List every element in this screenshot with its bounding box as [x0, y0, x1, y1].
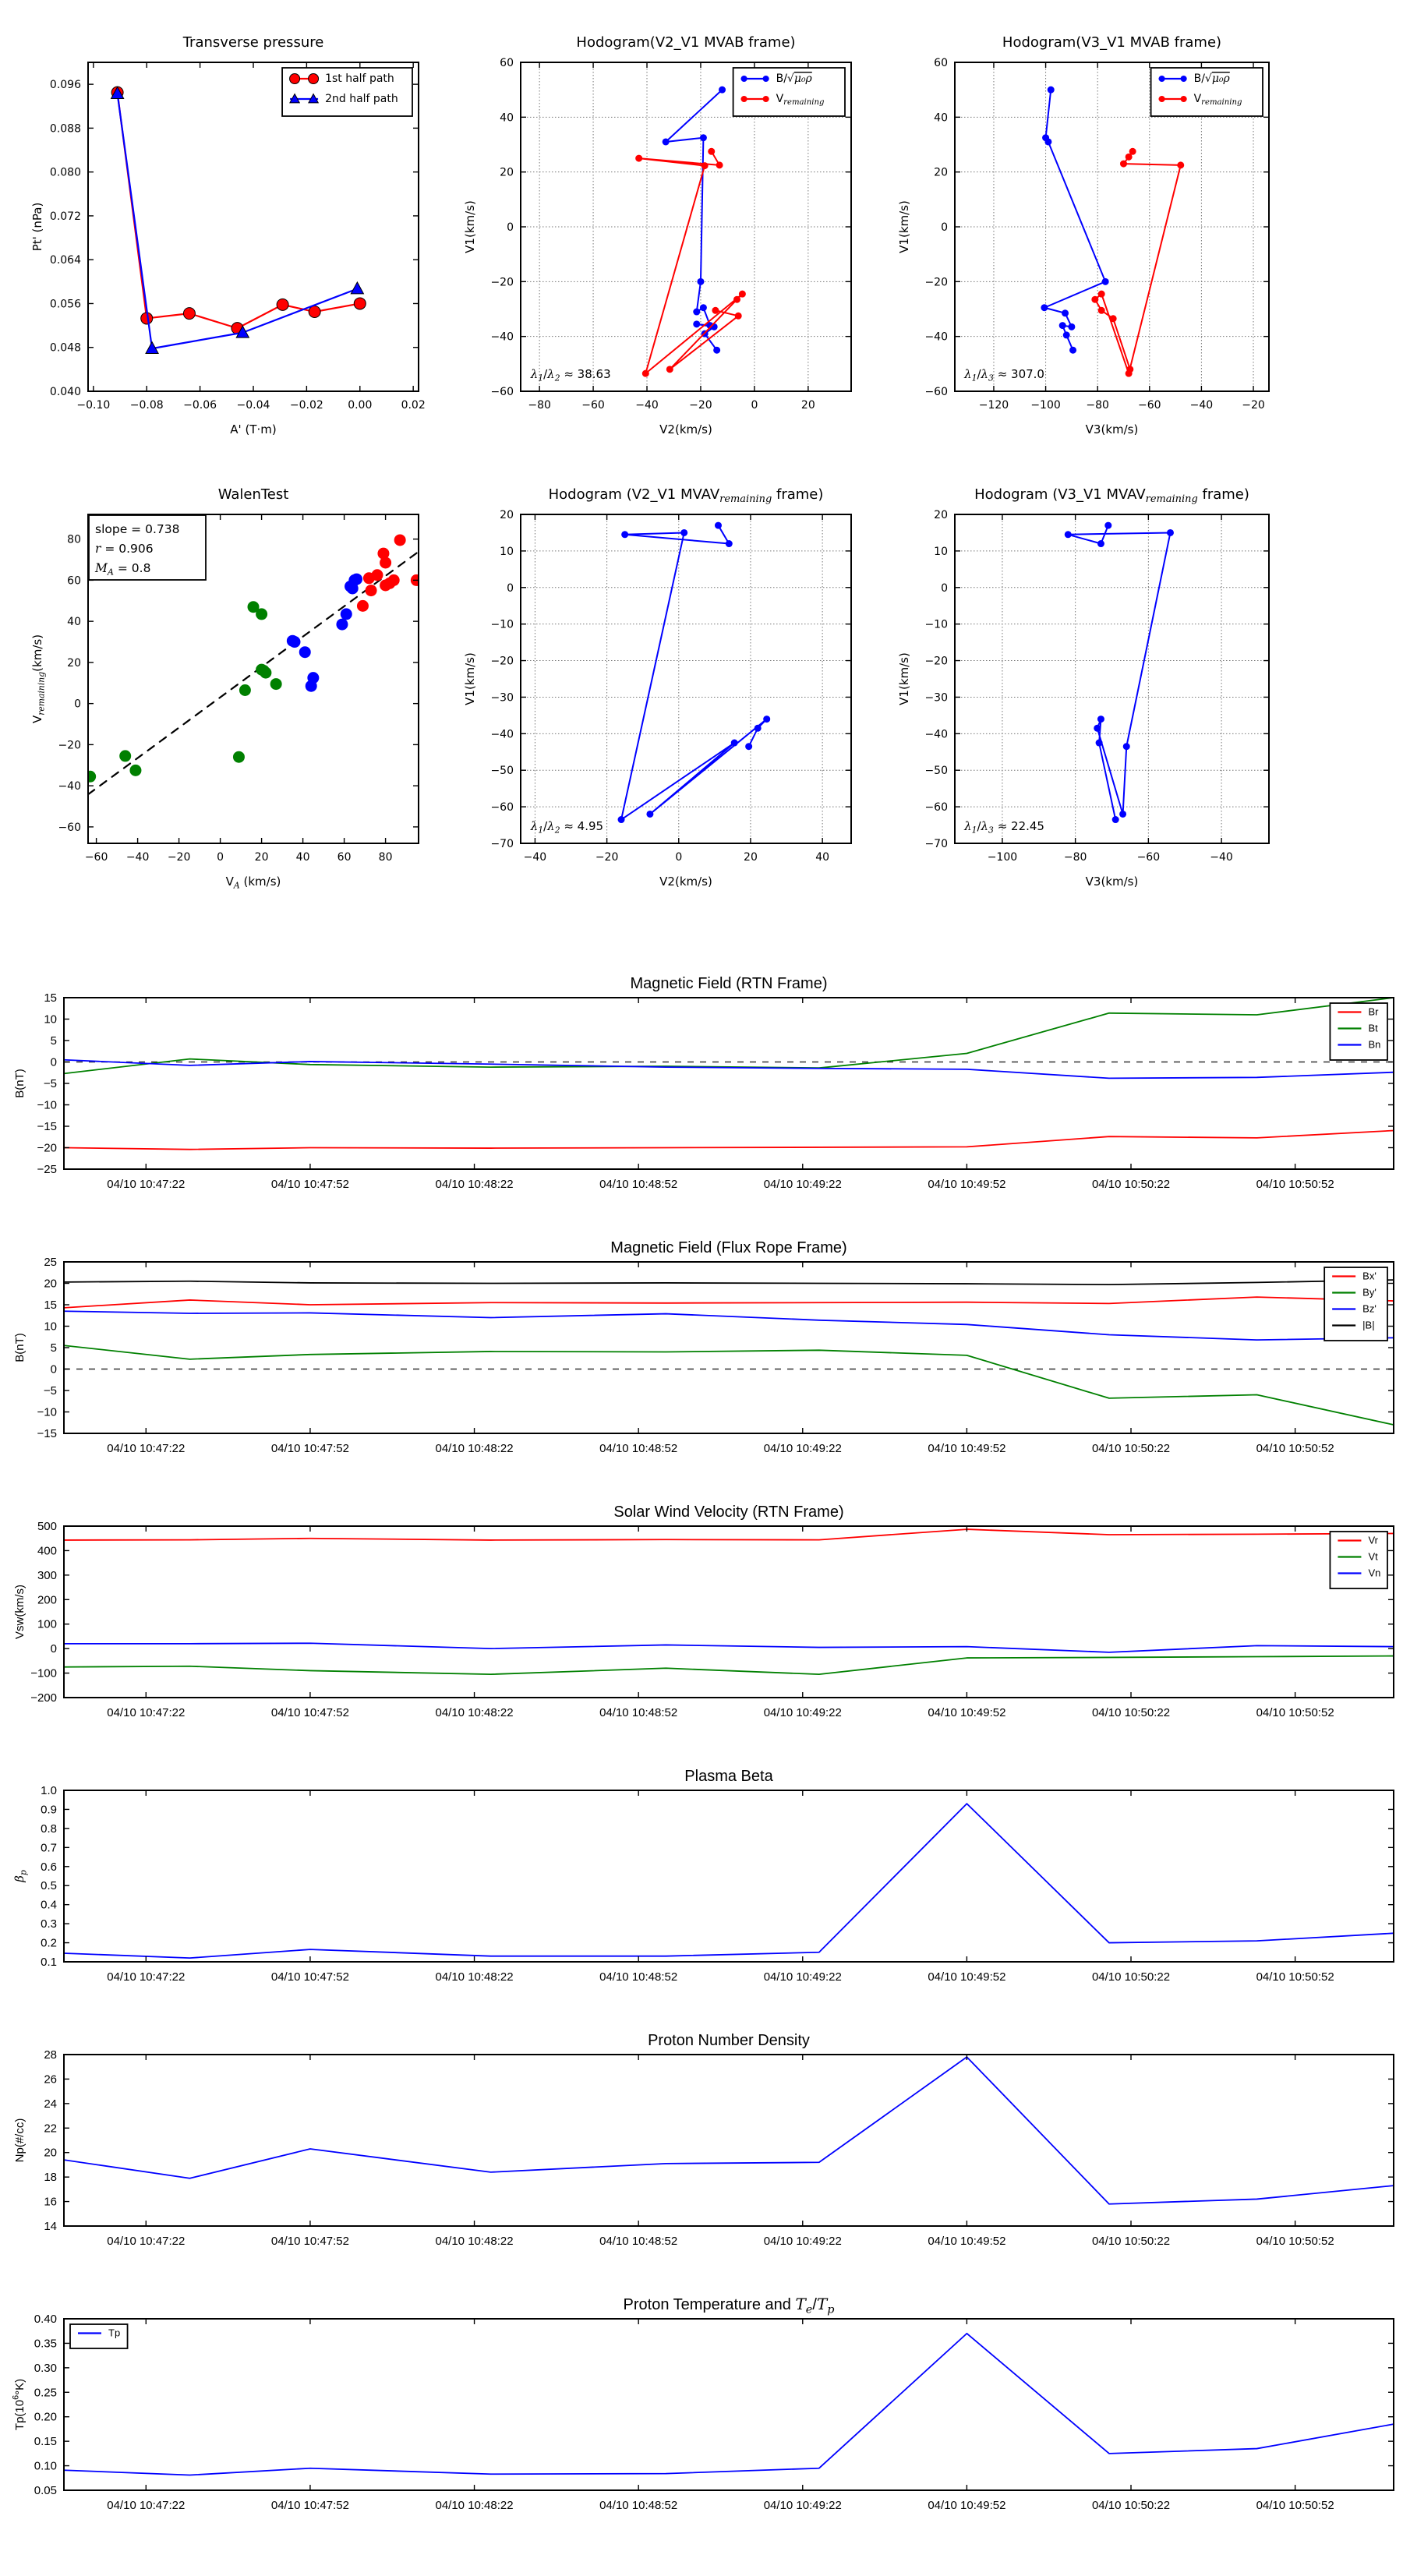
legend — [1330, 1003, 1387, 1060]
y-tick-label: 0.064 — [49, 254, 81, 267]
y-tick-label: 80 — [67, 533, 81, 546]
x-tick-label: 04/10 10:48:52 — [599, 1442, 678, 1455]
y-tick-label: −50 — [490, 765, 514, 778]
x-tick-label: −60 — [84, 851, 108, 864]
x-tick-label: −40 — [523, 851, 547, 864]
y-axis-label: Vsw(km/s) — [13, 1585, 27, 1639]
y-tick-label: −100 — [30, 1666, 57, 1680]
axes-ticks — [34, 2313, 1394, 2512]
x-tick-label: 04/10 10:49:22 — [763, 1970, 842, 1984]
x-tick-label: 04/10 10:47:52 — [270, 1970, 349, 1984]
y-tick-label: 0.4 — [41, 1898, 57, 1912]
legend — [733, 68, 845, 116]
y-tick-label: 14 — [44, 2220, 57, 2233]
y-tick-label: −15 — [37, 1427, 57, 1440]
x-tick-label: 20 — [744, 851, 758, 864]
y-tick-label: 0 — [941, 581, 948, 595]
x-tick-label: −0.08 — [129, 399, 164, 412]
axes-ticks — [37, 991, 1394, 1191]
chart-title: Solar Wind Velocity (RTN Frame) — [613, 1504, 844, 1521]
x-tick-label: 04/10 10:48:22 — [435, 2499, 514, 2512]
annotation: $\lambda_1/\lambda_2 \approx 38.63$ — [530, 367, 611, 383]
x-tick-label: 04/10 10:47:22 — [107, 1706, 186, 1719]
y-tick-label: 28 — [44, 2048, 57, 2062]
chart-title: Magnetic Field (RTN Frame) — [630, 975, 828, 992]
y-tick-label: 20 — [44, 2146, 57, 2160]
y-tick-label: −20 — [490, 655, 514, 668]
series-1st half path — [111, 87, 366, 334]
legend-label: $V_{remaining}$ — [776, 93, 825, 108]
y-tick-label: 18 — [44, 2171, 57, 2185]
legend-label: B/√μ₀ρ — [776, 72, 812, 85]
y-tick-label: −40 — [924, 728, 948, 741]
y-tick-label: −50 — [924, 765, 948, 778]
y-tick-label: 40 — [500, 111, 514, 125]
x-tick-label: 04/10 10:47:22 — [107, 1970, 186, 1984]
y-tick-label: 0.072 — [49, 210, 81, 223]
y-tick-label: 0.40 — [34, 2313, 57, 2326]
x-axis-label: V3(km/s) — [1085, 422, 1139, 436]
y-tick-label: 1.0 — [41, 1784, 57, 1797]
x-tick-label: 04/10 10:50:22 — [1091, 2235, 1171, 2248]
y-tick-label: 40 — [67, 616, 81, 629]
plot-border — [64, 2319, 1394, 2490]
legend-label: 1st half path — [325, 72, 394, 85]
x-tick-label: 04/10 10:50:22 — [1091, 1970, 1171, 1984]
series-By' — [64, 1345, 1394, 1425]
y-tick-label: 0 — [50, 1642, 57, 1656]
x-axis-label: V2(km/s) — [659, 422, 712, 436]
y-tick-label: −60 — [490, 386, 514, 398]
y-tick-label: 0.056 — [49, 298, 81, 311]
y-tick-label: 0.9 — [41, 1803, 57, 1817]
legend-label: Tp — [108, 2327, 121, 2339]
y-tick-label: 10 — [500, 545, 514, 558]
y-tick-label: −20 — [490, 276, 514, 289]
plot-border — [521, 514, 851, 843]
y-tick-label: 60 — [67, 574, 81, 588]
y-tick-label: −60 — [924, 801, 948, 814]
chart-proton-temperature — [12, 2295, 1394, 2512]
y-tick-label: 0.1 — [41, 1956, 57, 1969]
y-tick-label: 20 — [67, 656, 81, 670]
series-Np — [64, 2057, 1394, 2204]
x-tick-label: 04/10 10:50:22 — [1091, 1178, 1171, 1191]
chart-title: Proton Temperature and $T_e/T_p$ — [623, 2295, 835, 2316]
legend-label: Bn — [1368, 1038, 1381, 1051]
x-tick-label: 04/10 10:48:52 — [599, 1178, 678, 1191]
x-tick-label: −60 — [1136, 851, 1161, 864]
plot-border — [64, 1526, 1394, 1698]
legend-label: B/√μ₀ρ — [1193, 72, 1230, 85]
y-tick-label: 60 — [934, 57, 948, 69]
x-tick-label: 20 — [254, 851, 269, 864]
axes-ticks — [924, 509, 1269, 864]
y-tick-label: 0.05 — [34, 2484, 57, 2497]
legend-label: By' — [1362, 1286, 1376, 1299]
grid — [521, 514, 851, 843]
y-tick-label: 0.040 — [49, 386, 81, 398]
plot-border — [64, 2055, 1394, 2226]
y-tick-label: −25 — [37, 1163, 57, 1176]
chart-magnetic-field-flux-rope — [13, 1239, 1394, 1455]
y-tick-label: −10 — [37, 1405, 57, 1419]
x-tick-label: −20 — [1242, 399, 1265, 412]
series-Br — [64, 1131, 1394, 1150]
x-tick-label: 04/10 10:48:52 — [599, 1706, 678, 1719]
y-tick-label: 0.10 — [34, 2459, 57, 2473]
x-tick-label: 0 — [751, 399, 758, 412]
y-tick-label: −30 — [490, 691, 514, 705]
x-tick-label: −20 — [689, 399, 712, 412]
x-axis-label: V2(km/s) — [659, 875, 712, 889]
series-Bn — [64, 1060, 1394, 1079]
x-tick-label: 0.02 — [401, 399, 426, 412]
y-tick-label: −70 — [924, 838, 948, 850]
x-tick-label: 04/10 10:47:52 — [270, 2235, 349, 2248]
annotation: $\lambda_1/\lambda_2 \approx 4.95$ — [530, 819, 604, 836]
y-tick-label: 10 — [44, 1012, 57, 1027]
series-B — [1041, 87, 1108, 354]
x-tick-label: 04/10 10:49:52 — [928, 2499, 1006, 2512]
legend-label: Vn — [1368, 1567, 1381, 1579]
y-tick-label: 100 — [37, 1617, 57, 1631]
x-tick-label: 20 — [800, 399, 815, 412]
y-tick-label: 15 — [44, 1299, 57, 1312]
y-tick-label: 0 — [50, 1055, 57, 1069]
y-tick-label: −5 — [43, 1384, 57, 1398]
x-tick-label: 04/10 10:47:52 — [270, 1178, 349, 1191]
y-axis-label: V1(km/s) — [463, 200, 477, 253]
axes-ticks — [490, 509, 851, 864]
legend-label: |B| — [1362, 1319, 1375, 1331]
x-tick-label: 60 — [337, 851, 352, 864]
y-tick-label: 0.15 — [34, 2435, 57, 2449]
chart-magnetic-field-rtn — [13, 975, 1394, 1191]
series-Vt — [64, 1656, 1394, 1675]
x-tick-label: 04/10 10:48:52 — [599, 2499, 678, 2512]
x-tick-label: 04/10 10:50:52 — [1256, 2235, 1334, 2248]
y-axis-label: B(nT) — [13, 1333, 27, 1362]
x-tick-label: 04/10 10:48:52 — [599, 1970, 678, 1984]
series-beta — [64, 1804, 1394, 1958]
x-tick-label: −120 — [978, 399, 1009, 412]
chart-hodogram-v2v1-mvav — [463, 486, 851, 889]
x-tick-label: 04/10 10:48:52 — [599, 2235, 678, 2248]
y-tick-label: 0.088 — [49, 122, 81, 136]
x-tick-label: −80 — [1086, 399, 1109, 412]
x-tick-label: 0 — [675, 851, 683, 864]
x-tick-label: −80 — [528, 399, 551, 412]
x-tick-label: −20 — [595, 851, 619, 864]
y-tick-label: 20 — [500, 166, 514, 179]
y-tick-label: 25 — [44, 1256, 57, 1269]
x-tick-label: 04/10 10:47:22 — [107, 1442, 186, 1455]
x-tick-label: 04/10 10:49:22 — [763, 2499, 842, 2512]
y-tick-label: 10 — [44, 1320, 57, 1334]
y-tick-label: 26 — [44, 2072, 57, 2087]
y-tick-label: 0.8 — [41, 1822, 57, 1836]
legend — [1330, 1532, 1387, 1588]
y-tick-label: 5 — [50, 1341, 57, 1355]
x-tick-label: 04/10 10:49:22 — [763, 1442, 842, 1455]
y-tick-label: −10 — [37, 1098, 57, 1112]
y-tick-label: −200 — [30, 1691, 57, 1705]
series-mid — [287, 574, 362, 692]
legend-label: 2nd half path — [325, 93, 398, 105]
annotation: $\lambda_1/\lambda_3 \approx 307.0$ — [964, 367, 1044, 383]
y-tick-label: −20 — [37, 1141, 57, 1155]
y-tick-label: 0 — [941, 221, 948, 234]
y-tick-label: 5 — [50, 1034, 57, 1048]
y-tick-label: 0.6 — [41, 1860, 57, 1874]
y-tick-label: 0.096 — [49, 79, 81, 92]
y-tick-label: 0.048 — [49, 341, 81, 355]
y-tick-label: −20 — [58, 739, 81, 752]
x-tick-label: 04/10 10:47:22 — [107, 1178, 186, 1191]
x-tick-label: 0 — [217, 851, 224, 864]
series-|B| — [64, 1280, 1394, 1284]
x-tick-label: 04/10 10:48:22 — [435, 1970, 514, 1984]
series-Vrem — [1091, 148, 1184, 377]
x-tick-label: 04/10 10:47:22 — [107, 2499, 186, 2512]
x-tick-label: 04/10 10:49:22 — [763, 1706, 842, 1719]
chart-title: Plasma Beta — [684, 1768, 773, 1785]
legend-label: $V_{remaining}$ — [1193, 93, 1242, 108]
y-tick-label: 16 — [44, 2195, 57, 2209]
chart-title: Hodogram (V3_V1 $MVAV_{remaining}$ frame) — [974, 486, 1249, 505]
y-tick-label: 20 — [500, 509, 514, 521]
x-tick-label: 04/10 10:48:22 — [435, 1442, 514, 1455]
y-tick-label: −60 — [924, 386, 948, 398]
series-Bx' — [64, 1297, 1394, 1308]
y-tick-label: 0 — [74, 698, 81, 711]
x-tick-label: 0.00 — [348, 399, 373, 412]
chart-title: Proton Number Density — [648, 2032, 810, 2049]
stats-line: slope = 0.738 — [95, 522, 180, 536]
y-tick-label: −70 — [490, 838, 514, 850]
chart-title: Hodogram(V2_V1 MVAB frame) — [576, 34, 796, 51]
x-tick-label: 04/10 10:50:52 — [1256, 1178, 1334, 1191]
y-tick-label: −15 — [37, 1120, 57, 1133]
legend-label: Bz' — [1362, 1302, 1376, 1315]
x-tick-label: 04/10 10:47:52 — [270, 1442, 349, 1455]
x-tick-label: −40 — [635, 399, 659, 412]
y-axis-label: B(nT) — [13, 1069, 27, 1098]
series-Vrem — [635, 148, 746, 377]
x-tick-label: −40 — [125, 851, 150, 864]
y-tick-label: 40 — [934, 111, 948, 125]
legend — [70, 2324, 128, 2348]
y-tick-label: 0.3 — [41, 1917, 57, 1931]
chart-title: Hodogram (V2_V1 $MVAV_{remaining}$ frame) — [548, 486, 824, 505]
x-tick-label: 04/10 10:49:52 — [928, 1178, 1006, 1191]
chart-walen-test — [30, 486, 422, 890]
y-tick-label: −20 — [924, 276, 948, 289]
x-tick-label: −60 — [581, 399, 605, 412]
x-tick-label: −0.02 — [289, 399, 323, 412]
x-tick-label: −100 — [987, 851, 1018, 864]
x-tick-label: 04/10 10:49:52 — [928, 2235, 1006, 2248]
y-tick-label: 0.7 — [41, 1841, 57, 1855]
grid — [955, 514, 1269, 843]
plot-border — [64, 1790, 1394, 1962]
x-tick-label: 04/10 10:50:52 — [1256, 2499, 1334, 2512]
y-tick-label: 15 — [44, 991, 57, 1005]
y-tick-label: 22 — [44, 2122, 57, 2136]
chart-title: Transverse pressure — [182, 34, 324, 51]
y-tick-label: −40 — [490, 330, 514, 344]
chart-proton-number-density — [13, 2032, 1394, 2248]
chart-hodogram-v3v1-mvab — [897, 34, 1269, 436]
legend-label: Vt — [1368, 1550, 1378, 1563]
y-tick-label: −40 — [58, 780, 81, 793]
legend-label: Bt — [1368, 1022, 1378, 1034]
y-tick-label: 10 — [934, 545, 948, 558]
series-first — [84, 601, 282, 783]
plot-border — [64, 1262, 1394, 1433]
y-tick-label: 0 — [50, 1362, 57, 1376]
y-tick-label: 24 — [44, 2097, 57, 2111]
x-tick-label: 04/10 10:50:52 — [1256, 1970, 1334, 1984]
y-tick-label: 200 — [37, 1593, 57, 1607]
y-tick-label: 400 — [37, 1544, 57, 1558]
y-tick-label: 300 — [37, 1568, 57, 1582]
x-tick-label: −80 — [1063, 851, 1087, 864]
x-tick-label: 04/10 10:50:22 — [1091, 1442, 1171, 1455]
chart-title: WalenTest — [217, 486, 289, 503]
legend — [1324, 1267, 1387, 1341]
y-tick-label: 0.30 — [34, 2361, 57, 2375]
axes-ticks — [30, 1520, 1394, 1719]
y-tick-label: 20 — [44, 1277, 57, 1291]
x-tick-label: 04/10 10:47:52 — [270, 2499, 349, 2512]
y-axis-label: $V_{remaining}(km/s)$ — [30, 634, 47, 724]
legend — [282, 68, 412, 116]
x-tick-label: −0.10 — [76, 399, 111, 412]
x-axis-label: A' (T·m) — [230, 422, 277, 436]
legend — [1151, 68, 1263, 116]
x-tick-label: −0.06 — [183, 399, 217, 412]
chart-plasma-beta — [12, 1768, 1394, 1984]
series-B — [1065, 522, 1174, 823]
y-tick-label: −40 — [924, 330, 948, 344]
y-axis-label: Np(#/cc) — [13, 2118, 27, 2163]
chart-title: Magnetic Field (Flux Rope Frame) — [610, 1239, 847, 1256]
series-Bz' — [64, 1311, 1394, 1340]
x-tick-label: 04/10 10:48:22 — [435, 2235, 514, 2248]
y-tick-label: 0 — [507, 581, 514, 595]
x-tick-label: −40 — [1189, 399, 1214, 412]
x-tick-label: 40 — [815, 851, 830, 864]
stats-line: $M_A = 0.8$ — [95, 561, 151, 578]
x-tick-label: 04/10 10:49:22 — [763, 1178, 842, 1191]
chart-solar-wind-velocity — [13, 1504, 1394, 1719]
y-tick-label: −30 — [924, 691, 948, 705]
x-tick-label: 04/10 10:49:52 — [928, 1970, 1006, 1984]
x-tick-label: 40 — [295, 851, 310, 864]
x-axis-label: $V_A$ (km/s) — [225, 875, 281, 891]
chart-transverse-pressure — [30, 34, 426, 436]
y-tick-label: −10 — [490, 618, 514, 631]
y-tick-label: 0.5 — [41, 1879, 57, 1893]
y-tick-label: 0.25 — [34, 2386, 57, 2400]
x-tick-label: 04/10 10:50:22 — [1091, 2499, 1171, 2512]
x-tick-label: 04/10 10:49:52 — [928, 1706, 1006, 1719]
series-Vn — [64, 1643, 1394, 1652]
y-tick-label: −60 — [490, 801, 514, 814]
series-B — [618, 522, 771, 823]
x-tick-label: 04/10 10:47:22 — [107, 2235, 186, 2248]
plot-border — [955, 514, 1269, 843]
y-tick-label: 0.080 — [49, 166, 81, 179]
y-tick-label: −60 — [58, 821, 81, 834]
y-tick-label: −5 — [43, 1077, 57, 1090]
stats-box — [89, 515, 206, 580]
y-axis-label: V1(km/s) — [463, 652, 477, 705]
chart-hodogram-v2v1-mvab — [463, 34, 851, 436]
x-tick-label: 04/10 10:49:22 — [763, 2235, 842, 2248]
plot-border — [64, 998, 1394, 1169]
chart-title: Hodogram(V3_V1 MVAB frame) — [1002, 34, 1222, 51]
series-Vr — [64, 1529, 1394, 1540]
y-tick-label: 0 — [507, 221, 514, 234]
x-tick-label: 04/10 10:49:52 — [928, 1442, 1006, 1455]
y-tick-label: −40 — [490, 728, 514, 741]
chart-hodogram-v3v1-mvav — [897, 486, 1269, 889]
y-axis-label: $Tp(10^6^\circ K)$ — [11, 2378, 27, 2431]
y-axis-label: V1(km/s) — [897, 652, 911, 705]
y-tick-label: 0.35 — [34, 2337, 57, 2351]
axes-ticks — [37, 1256, 1394, 1455]
x-tick-label: 04/10 10:50:52 — [1256, 1442, 1334, 1455]
x-tick-label: 04/10 10:50:22 — [1091, 1706, 1171, 1719]
y-axis-label: Pt' (nPa) — [30, 202, 44, 252]
x-tick-label: 04/10 10:50:52 — [1256, 1706, 1334, 1719]
y-tick-label: 0.20 — [34, 2410, 57, 2424]
y-tick-label: 20 — [934, 166, 948, 179]
x-tick-label: 80 — [378, 851, 393, 864]
y-tick-label: 500 — [37, 1520, 57, 1533]
legend-label: Br — [1368, 1005, 1379, 1018]
annotation: $\lambda_1/\lambda_3 \approx 22.45$ — [964, 819, 1044, 836]
y-tick-label: 60 — [500, 57, 514, 69]
x-tick-label: −100 — [1030, 399, 1061, 412]
legend-label: Vr — [1368, 1534, 1378, 1546]
x-axis-label: V3(km/s) — [1085, 875, 1139, 889]
x-tick-label: 04/10 10:47:52 — [270, 1706, 349, 1719]
x-tick-label: −40 — [1210, 851, 1233, 864]
y-tick-label: −20 — [924, 655, 948, 668]
axes-ticks — [44, 2048, 1394, 2248]
y-tick-label: 0.2 — [41, 1936, 57, 1950]
y-tick-label: −10 — [924, 618, 948, 631]
series-Tp — [64, 2334, 1394, 2475]
x-tick-label: −20 — [167, 851, 191, 864]
x-tick-label: 04/10 10:48:22 — [435, 1178, 514, 1191]
x-tick-label: −0.04 — [236, 399, 270, 412]
y-axis-label: V1(km/s) — [897, 200, 911, 253]
y-tick-label: 20 — [934, 509, 948, 521]
y-axis-label: $\beta_p$ — [12, 1870, 29, 1882]
x-tick-label: 04/10 10:48:22 — [435, 1706, 514, 1719]
x-tick-label: −60 — [1138, 399, 1161, 412]
legend-label: Bx' — [1362, 1270, 1376, 1282]
stats-line: r = 0.906 — [95, 542, 154, 556]
